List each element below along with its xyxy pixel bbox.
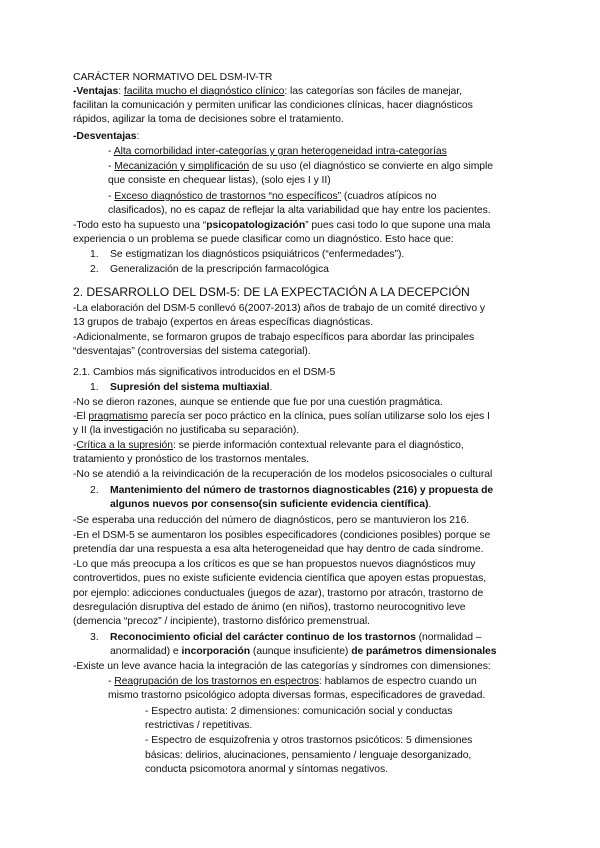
change-2-line-7: desregulación disruptiva del estado de ánimo (en niños), trastorno neurocognitivo leve <box>73 602 466 613</box>
change-3-number: 3. <box>90 632 99 643</box>
desventajas-item-2-underline: Mecanización y simplificación <box>114 161 250 172</box>
list-item <box>90 263 550 277</box>
desventajas-item-3-underline: Exceso diagnóstico de trastornos “no específicos” <box>114 191 342 202</box>
change-1-dot: . <box>269 382 273 393</box>
change-3-bold-2: incorporación <box>181 646 251 657</box>
ventajas-line-3: rápidos, agilizar la toma de decisiones sobre el tratamiento. <box>73 114 344 125</box>
change-2-heading-line-2 <box>110 498 570 512</box>
change-3-text-2: anormalidad) e <box>110 646 182 657</box>
change-3-text: (normalidad – <box>415 632 482 643</box>
change-3-bold-3: de parámetros dimensionales <box>351 646 497 657</box>
desventajas-item-3-text: (cuadros atípicos no <box>341 191 437 202</box>
change-2-number: 2. <box>90 485 99 496</box>
esquizofrenia-line-2: básicas: delirios, alucinaciones, pensamiento / lenguaje desorganizado, <box>145 750 472 761</box>
esquizofrenia-line-3: conducta psicomotora anormal y síntomas negativos. <box>145 764 388 775</box>
psico-line-2: experiencia o un problema se puede clasificar como un diagnóstico. Esto hace que: <box>73 234 454 245</box>
desventajas-item-2-line-2: que consiste en chequear listas), (solo ejes I y II) <box>108 175 331 186</box>
change-1-heading <box>90 381 550 395</box>
ventajas-underline: facilita mucho el diagnóstico clínico <box>123 86 285 97</box>
list-item <box>90 248 550 262</box>
list-number: 2. <box>90 264 99 275</box>
change-2-dot: . <box>428 499 432 510</box>
ventajas-line <box>73 85 533 99</box>
desventajas-colon: : <box>136 131 140 142</box>
change-2-line-3: pretendía dar una respuesta a esa alta heterogeneidad que hay dentro de cada síndrome. <box>73 544 484 555</box>
change-2-line-8: (demencia “precoz” / incipiente), trastorno disfórico premenstrual. <box>73 616 370 627</box>
desventajas-item-2-text: de su uso (el diagnóstico se convierte en algo simple <box>249 161 494 172</box>
change-1-line-3: y II (la investigación no justificaba su separación). <box>73 425 300 436</box>
change-1-line-2-pre: -El <box>73 411 89 422</box>
section-2-p2: -Adicionalmente, se formaron grupos de trabajo específicos para abordar las principales <box>73 332 475 343</box>
desventajas-label: -Desventajas <box>73 131 137 142</box>
psico-line <box>73 219 533 233</box>
change-3-title: Reconocimiento oficial del carácter continuo de los trastornos <box>110 632 416 643</box>
espectros-underline: Reagrupación de los trastornos en espectros <box>114 676 319 687</box>
autismo-line-1: - Espectro autista: 2 dimensiones: comunicación social y conductas <box>145 706 453 717</box>
desventajas-item-1-text: Alta comorbilidad inter-categorías y gran heterogeneidad intra-categorías <box>113 146 447 157</box>
section-2-p1: -La elaboración del DSM-5 conllevó 6(2007-2013) años de trabajo de un comité directivo y <box>73 303 486 314</box>
section-2-title: 2. DESARROLLO DEL DSM-5: DE LA EXPECTACIÓN A LA DECEPCIÓN <box>73 285 470 299</box>
change-2-line-6: por ejemplo: adicciones conductuales (juegos de azar), trastorno por atracón, trastorno de <box>73 588 484 599</box>
ventajas-label: -Ventajas <box>73 86 119 97</box>
change-1-line-1: -No se dieron razones, aunque se entiende que fue por una cuestión pragmática. <box>73 397 443 408</box>
espectros-line-2: mismo trastorno psicológico adopta diversas formas, especificadores de gravedad. <box>108 690 486 701</box>
list-number: 1. <box>90 249 99 260</box>
change-3-heading <box>90 631 550 645</box>
psico-bold: psicopatologización <box>206 220 306 231</box>
change-2-title-2: algunos nuevos por consenso(sin suficiente evidencia científica) <box>110 499 429 510</box>
section-title: CARÁCTER NORMATIVO DEL DSM-IV-TR <box>73 72 273 83</box>
section-2-p1-line-2: 13 grupos de trabajo (expertos en áreas específicas diagnósticas. <box>73 317 373 328</box>
ventajas-line-2: facilitan la comunicación y permiten unificar las condiciones clínicas, hacer diagnósticos <box>73 100 473 111</box>
espectros-text: : hablamos de espectro cuando un <box>318 676 477 687</box>
autismo-line-2: restrictivas / repetitivas. <box>145 720 253 731</box>
change-1-line-4-pre: - <box>73 440 77 451</box>
change-1-line-4-post: : se pierde información contextual relevante para el diagnóstico, <box>172 440 464 451</box>
section-2-p2-line-2: “desventajas” (controversias del sistema categorial). <box>73 346 311 357</box>
change-2-line-4: -Lo que más preocupa a los críticos es que se han propuestos nuevos diagnósticos muy <box>73 559 476 570</box>
desventajas-item-3-line-2: clasificados), no es capaz de reflejar la alta variabilidad que hay entre los pacientes. <box>108 205 491 216</box>
change-2-line-5: controvertidos, pues no existe suficiente evidencia científica que apoyen estas propuestas, <box>73 573 487 584</box>
list-text: Se estigmatizan los diagnósticos psiquiátricos (“enfermedades”). <box>110 249 405 260</box>
espectros-dash: - <box>108 676 115 687</box>
list-text: Generalización de la prescripción farmacológica <box>110 264 329 275</box>
change-1-line-2 <box>73 410 533 424</box>
change-2-title: Mantenimiento del número de trastornos diagnosticables (216) y propuesta de <box>110 485 494 496</box>
psico-post: ” pues casi todo lo que supone una mala <box>305 220 491 231</box>
change-3-line-1: -Existe un leve avance hacia la integración de las categorías y síndromes con dimensiones: <box>73 661 491 672</box>
psico-pre: -Todo esto ha supuesto una “ <box>73 220 207 231</box>
subsection-title: 2.1. Cambios más significativos introducidos en el DSM-5 <box>73 367 336 378</box>
change-2-line-2: -En el DSM-5 se aumentaron los posibles especificadores (condiciones posibles) porque se <box>73 530 491 541</box>
change-1-line-6: -No se atendió a la reivindicación de la recuperación de los modelos psicosociales o cultural <box>73 469 493 480</box>
change-1-line-2-post: parecía ser poco práctico en la clínica, pues solían utilizarse solo los ejes I <box>147 411 490 422</box>
change-3-text-3: (aunque insuficiente) <box>250 646 352 657</box>
change-3-heading-line-2 <box>110 645 570 659</box>
espectros-line <box>108 675 568 689</box>
change-2-line-1: -Se esperaba una reducción del número de diagnósticos, pero se mantuvieron los 216. <box>73 515 470 526</box>
change-1-title: Supresión del sistema multiaxial <box>110 382 270 393</box>
change-2-heading <box>90 484 550 498</box>
desventajas-line <box>73 130 533 144</box>
desventajas-item-1: - Alta comorbilidad inter-categorías y gran heterogeneidad intra-categorías <box>108 146 447 157</box>
change-1-line-4-underline: Crítica a la supresión <box>76 440 173 451</box>
change-1-number: 1. <box>90 382 99 393</box>
change-1-line-4 <box>73 439 533 453</box>
change-1-line-2-underline: pragmatismo <box>88 411 148 422</box>
ventajas-text: : las categorías son fáciles de manejar, <box>284 86 462 97</box>
desventajas-item-2: - Mecanización y simplificación de su uso (el diagnóstico se convierte en algo simple <box>108 161 494 172</box>
change-1-line-5: tratamiento y pronóstico de los trastornos mentales. <box>73 454 309 465</box>
esquizofrenia-line-1: - Espectro de esquizofrenia y otros trastornos psicóticos: 5 dimensiones <box>145 735 473 746</box>
desventajas-item-3: - Exceso diagnóstico de trastornos “no específicos” (cuadros atípicos no <box>108 191 437 202</box>
ventajas-colon: : <box>118 86 124 97</box>
